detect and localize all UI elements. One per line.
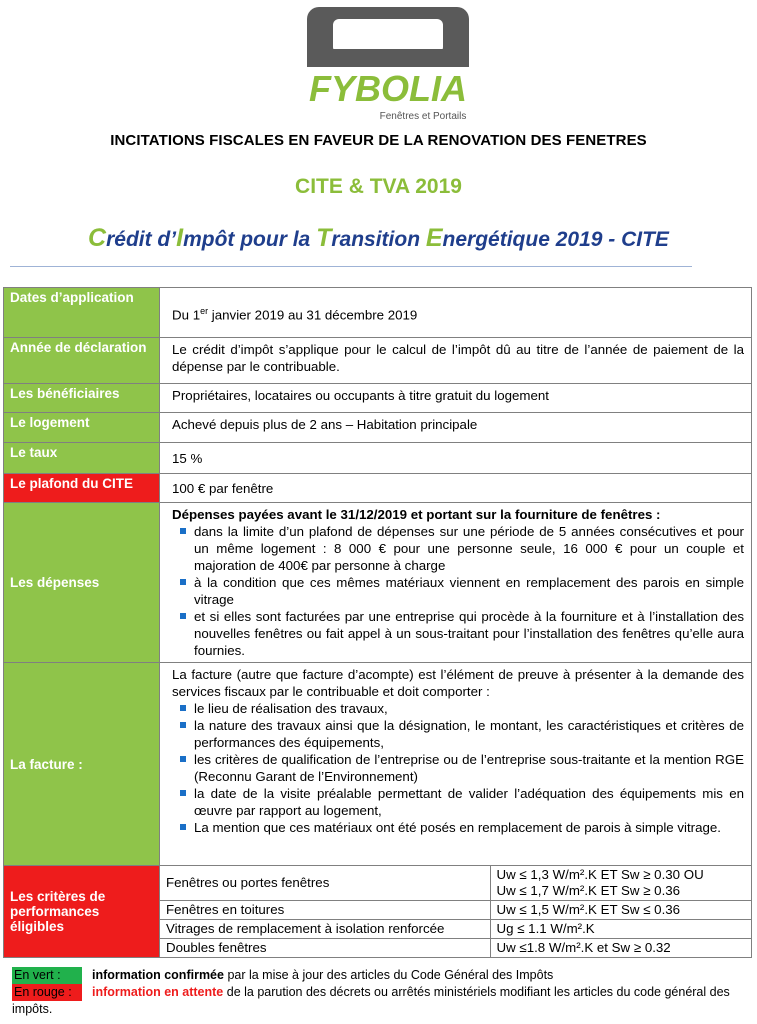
row-dates (4, 288, 752, 338)
value-plafond: 100 € par fenêtre (160, 474, 752, 503)
value-logement: Achevé depuis plus de 2 ans – Habitation principale (160, 413, 752, 443)
row-plafond (4, 474, 752, 503)
critere-value: Uw ≤ 1,5 W/m².K ET Sw ≤ 0.36 (490, 901, 751, 920)
value-beneficiaires: Propriétaires, locataires ou occupants à titre gratuit du logement (160, 384, 752, 413)
value-taux: 15 % (160, 443, 752, 474)
row-depenses (4, 503, 752, 663)
legend-green: En vert : information confirmée par la mise à jour des articles du Code Général des Impôts (14, 968, 554, 982)
depenses-list (172, 523, 744, 659)
value-dates: Du 1er janvier 2019 au 31 décembre 2019 (160, 288, 752, 338)
critere-name: Doubles fenêtres (160, 939, 490, 958)
legend (12, 967, 747, 1018)
label-dates: Dates d’application (4, 288, 160, 338)
list-item: la date de la visite préalable permettant de valider l’adéquation des équipements mis en œuvre par rapport au logement, (194, 786, 744, 818)
value-depenses (160, 503, 752, 663)
row-criteres (4, 866, 752, 958)
value-criteres (160, 866, 752, 958)
logo-tagline: Fenêtres et Portails (379, 111, 467, 122)
list-item: et si elles sont facturées par une entreprise qui procède à la fourniture et à l’installation des nouvelles fenêtres ou fait appel à un sous-traitant pour l’installation des fenêtres qu’elle aura fournies. (194, 609, 744, 658)
label-facture: La facture : (4, 663, 160, 866)
criteres-table (160, 866, 751, 957)
critere-value: Uw ≤1.8 W/m².K et Sw ≥ 0.32 (490, 939, 751, 958)
page-subtitle: CITE & TVA 2019 (295, 175, 462, 198)
table-row (160, 866, 751, 901)
label-plafond: Le plafond du CITE (4, 474, 160, 503)
facture-intro: La facture (autre que facture d’acompte) est l’élément de preuve à présenter à la demande des services fiscaux par le contribuable et doit comporter : (172, 667, 744, 699)
critere-name: Fenêtres ou portes fenêtres (160, 866, 490, 901)
table-row (160, 920, 751, 939)
list-item: le lieu de réalisation des travaux, (194, 700, 744, 717)
row-taux (4, 443, 752, 474)
list-item: dans la limite d’un plafond de dépenses sur une période de 5 années consécutives et pour un même logement : 8 000 € pour une personne seule, 16 000 € pour un couple et majoration de 400€ par personne à charge (194, 524, 744, 573)
label-taux: Le taux (4, 443, 160, 474)
value-annee: Le crédit d’impôt s’applique pour le calcul de l’impôt dû au titre de l’année de paiement de la dépense par le contribuable. (160, 338, 752, 384)
page-title: INCITATIONS FISCALES EN FAVEUR DE LA RENOVATION DES FENETRES (110, 132, 647, 149)
depenses-intro: Dépenses payées avant le 31/12/2019 et portant sur la fourniture de fenêtres : (172, 507, 661, 522)
fybolia-logo (303, 5, 473, 123)
label-logement: Le logement (4, 413, 160, 443)
critere-name: Vitrages de remplacement à isolation renforcée (160, 920, 490, 939)
divider (10, 266, 692, 267)
critere-value: Uw ≤ 1,3 W/m².K ET Sw ≥ 0.30 OU Uw ≤ 1,7 W/m².K ET Sw ≥ 0.36 (490, 866, 751, 901)
label-criteres: Les critères de performances éligibles (4, 866, 160, 958)
legend-green-tag: En vert : (12, 967, 82, 984)
legend-red: En rouge : information en attente de la parution des décrets ou arrêtés ministériels modifiant les articles du code général des impôts. (12, 985, 730, 1016)
label-annee: Année de déclaration (4, 338, 160, 384)
critere-name: Fenêtres en toitures (160, 901, 490, 920)
legend-red-tag: En rouge : (12, 984, 82, 1001)
table-row (160, 901, 751, 920)
facture-list (172, 700, 744, 836)
label-beneficiaires: Les bénéficiaires (4, 384, 160, 413)
row-beneficiaires (4, 384, 752, 413)
list-item: La mention que ces matériaux ont été posés en remplacement de parois à simple vitrage. (194, 819, 744, 836)
table-row (160, 939, 751, 958)
row-facture (4, 663, 752, 866)
logo-brand: FYBOLIA (309, 68, 467, 109)
row-logement (4, 413, 752, 443)
label-depenses: Les dépenses (4, 503, 160, 663)
list-item: la nature des travaux ainsi que la désignation, le montant, les caractéristiques et critères de performances des équipements, (194, 718, 744, 750)
cite-heading: Crédit d’Impôt pour la Transition Energétique 2019 - CITE (88, 224, 669, 252)
row-annee (4, 338, 752, 384)
list-item: à la condition que ces mêmes matériaux viennent en remplacement des parois en simple vitrage (194, 575, 744, 607)
value-facture (160, 663, 752, 866)
fiscal-table (3, 287, 752, 958)
list-item: les critères de qualification de l’entreprise ou de l’entreprise sous-traitante et la mention RGE (Reconnu Garant de l’Environnement) (194, 752, 744, 784)
critere-value: Ug ≤ 1.1 W/m².K (490, 920, 751, 939)
